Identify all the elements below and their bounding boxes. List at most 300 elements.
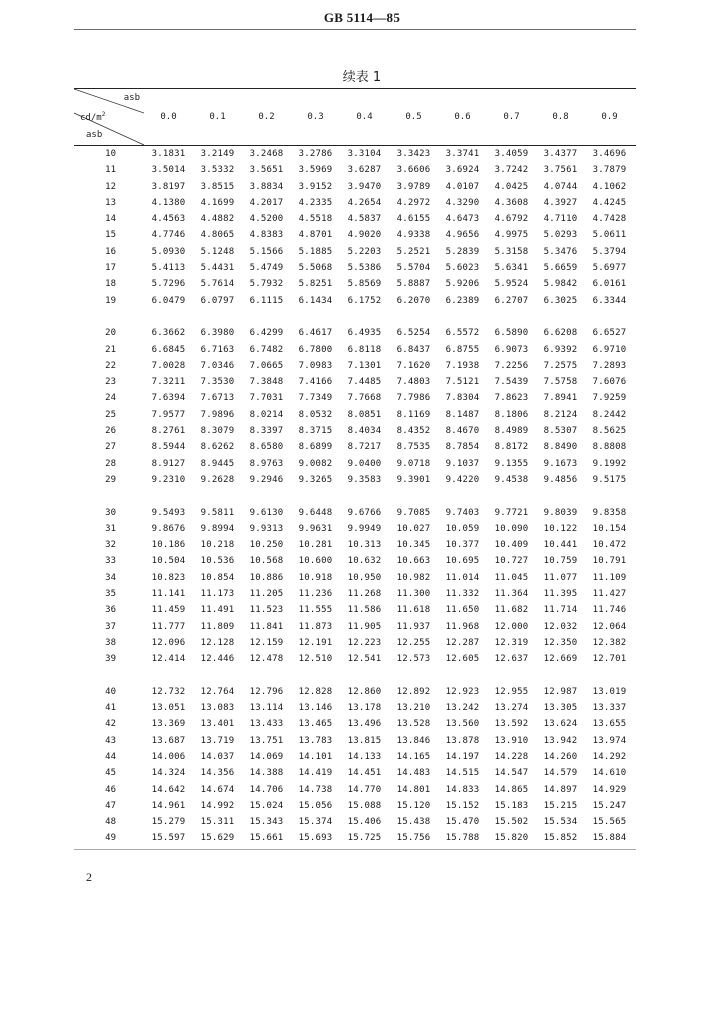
table-cell: 6.3025 [543, 295, 578, 306]
table-cell: 14.961 [151, 800, 186, 811]
table-cell: 15.152 [445, 800, 480, 811]
table-cell: 5.6977 [592, 263, 627, 274]
table-cell: 15.725 [347, 833, 382, 844]
table-cell: 13.433 [249, 719, 284, 730]
table-row [74, 782, 636, 798]
row-label: 11 [105, 165, 116, 176]
table-cell: 9.0400 [347, 458, 382, 469]
table-cell: 11.205 [249, 589, 284, 600]
table-cell: 11.714 [543, 605, 578, 616]
table-cell: 12.000 [494, 621, 529, 632]
table-cell: 12.541 [347, 654, 382, 665]
table-row [74, 325, 636, 341]
table-cell: 4.0107 [445, 181, 480, 192]
table-cell: 3.2468 [249, 149, 284, 159]
table-cell: 11.364 [494, 589, 529, 600]
table-cell: 4.9338 [396, 230, 431, 241]
column-header: 0.2 [258, 112, 275, 122]
group-spacer [74, 488, 636, 504]
row-label: 12 [105, 181, 116, 192]
table-cell: 14.547 [494, 768, 529, 779]
table-cell: 15.438 [396, 817, 431, 828]
table-cell: 10.377 [445, 540, 480, 551]
table-cell: 12.478 [249, 654, 284, 665]
table-cell: 4.1380 [151, 197, 186, 208]
table-cell: 3.4696 [592, 149, 627, 159]
table-cell: 8.7535 [396, 442, 431, 453]
table-cell: 7.1938 [445, 360, 480, 371]
table-cell: 15.884 [592, 833, 627, 844]
table-cell: 6.6208 [543, 328, 578, 339]
row-label: 23 [105, 377, 116, 388]
column-header: 0.6 [454, 112, 471, 122]
table-cell: 8.7854 [445, 442, 480, 453]
table-cell: 11.682 [494, 605, 529, 616]
table-cell: 4.2654 [347, 197, 382, 208]
table-cell: 9.3265 [298, 474, 333, 485]
row-label: 48 [105, 817, 116, 828]
table-cell: 14.642 [151, 784, 186, 795]
table-cell: 12.987 [543, 686, 578, 697]
table-cell: 12.032 [543, 621, 578, 632]
table-cell: 7.0028 [151, 360, 186, 371]
table-cell: 14.324 [151, 768, 186, 779]
table-cell: 9.9949 [347, 523, 382, 534]
table-cell: 13.051 [151, 703, 186, 714]
table-cell: 4.3608 [494, 197, 529, 208]
table-cell: 4.7746 [151, 230, 186, 241]
row-label: 40 [105, 686, 116, 697]
table-cell: 10.059 [445, 523, 480, 534]
table-cell: 7.7031 [249, 393, 284, 404]
table-cell: 8.5944 [151, 442, 186, 453]
table-cell: 5.9842 [543, 279, 578, 290]
table-cell: 12.064 [592, 621, 627, 632]
table-cell: 15.247 [592, 800, 627, 811]
table-cell: 7.6713 [200, 393, 235, 404]
table-cell: 6.3980 [200, 328, 235, 339]
table-cell: 8.3715 [298, 426, 333, 437]
corner-column-unit: asb [123, 93, 140, 103]
table-cell: 14.451 [347, 768, 382, 779]
table-cell: 7.4166 [298, 377, 333, 388]
table-cell: 4.5200 [249, 214, 284, 225]
table-cell: 8.8490 [543, 442, 578, 453]
column-header: 0.3 [307, 112, 324, 122]
row-label: 18 [105, 279, 116, 290]
table-cell: 14.706 [249, 784, 284, 795]
table-cell: 5.3158 [494, 246, 529, 257]
table-body [74, 146, 636, 847]
table-cell: 3.3104 [347, 149, 382, 159]
table-cell: 3.8197 [151, 181, 186, 192]
table-cell: 4.4882 [200, 214, 235, 225]
table-row [74, 374, 636, 390]
table-cell: 14.388 [249, 768, 284, 779]
table-cell: 8.0214 [249, 409, 284, 420]
table-cell: 6.4935 [347, 328, 382, 339]
table-cell: 13.210 [396, 703, 431, 714]
table-cell: 13.401 [200, 719, 235, 730]
table-cell: 14.865 [494, 784, 529, 795]
table-cell: 3.6287 [347, 165, 382, 176]
table-cell: 7.8304 [445, 393, 480, 404]
row-label: 32 [105, 540, 116, 551]
table-cell: 12.701 [592, 654, 627, 665]
table-cell: 14.674 [200, 784, 235, 795]
table-cell: 3.7561 [543, 165, 578, 176]
table-cell: 9.2946 [249, 474, 284, 485]
table-cell: 7.9896 [200, 409, 235, 420]
table-cell: 3.7242 [494, 165, 529, 176]
table-cell: 13.655 [592, 719, 627, 730]
table-cell: 15.820 [494, 833, 529, 844]
table-row [74, 619, 636, 635]
table-row [74, 749, 636, 765]
row-label: 28 [105, 458, 116, 469]
table-cell: 15.343 [249, 817, 284, 828]
row-label: 15 [105, 230, 116, 241]
table-cell: 5.5704 [396, 263, 431, 274]
table-cell: 11.777 [151, 621, 186, 632]
table-cell: 5.7932 [249, 279, 284, 290]
table-cell: 5.2839 [445, 246, 480, 257]
table-cell: 13.465 [298, 719, 333, 730]
table-cell: 15.502 [494, 817, 529, 828]
table-cell: 11.937 [396, 621, 431, 632]
row-label: 10 [105, 149, 116, 159]
table-cell: 10.345 [396, 540, 431, 551]
table-cell: 4.1062 [592, 181, 627, 192]
table-cell: 15.597 [151, 833, 186, 844]
column-header: 0.7 [503, 112, 520, 122]
table-cell: 5.2203 [347, 246, 382, 257]
table-cell: 10.441 [543, 540, 578, 551]
table-cell: 7.3530 [200, 377, 235, 388]
table-cell: 10.663 [396, 556, 431, 567]
table-row [74, 553, 636, 569]
table-cell: 10.504 [151, 556, 186, 567]
table-row [74, 570, 636, 586]
table-cell: 10.727 [494, 556, 529, 567]
table-cell: 11.873 [298, 621, 333, 632]
table-cell: 10.791 [592, 556, 627, 567]
table-cell: 12.191 [298, 637, 333, 648]
row-label: 30 [105, 507, 116, 518]
row-label: 39 [105, 654, 116, 665]
table-cell: 4.6155 [396, 214, 431, 225]
table-cell: 13.496 [347, 719, 382, 730]
table-row [74, 814, 636, 830]
group-spacer [74, 668, 636, 684]
table-row [74, 586, 636, 602]
row-label: 36 [105, 605, 116, 616]
table-cell: 10.950 [347, 572, 382, 583]
table-cell: 14.197 [445, 751, 480, 762]
row-label: 21 [105, 344, 116, 355]
column-header: 0.0 [160, 112, 177, 122]
table-cell: 5.7614 [200, 279, 235, 290]
table-cell: 6.2070 [396, 295, 431, 306]
table-cell: 11.905 [347, 621, 382, 632]
conversion-table [74, 88, 636, 850]
table-cell: 12.860 [347, 686, 382, 697]
table-cell: 7.9577 [151, 409, 186, 420]
table-cell: 5.6659 [543, 263, 578, 274]
table-cell: 3.3423 [396, 149, 431, 159]
table-cell: 9.5493 [151, 507, 186, 518]
table-cell: 9.1992 [592, 458, 627, 469]
table-cell: 6.1752 [347, 295, 382, 306]
table-cell: 14.992 [200, 800, 235, 811]
table-cell: 12.510 [298, 654, 333, 665]
table-cell: 11.809 [200, 621, 235, 632]
table-row [74, 293, 636, 309]
table-bottom-rule [74, 849, 636, 850]
corner-cell [74, 89, 144, 145]
table-cell: 15.693 [298, 833, 333, 844]
table-row [74, 342, 636, 358]
table-cell: 3.5969 [298, 165, 333, 176]
table-cell: 13.560 [445, 719, 480, 730]
table-cell: 3.1831 [151, 149, 186, 159]
table-cell: 8.9127 [151, 458, 186, 469]
table-cell: 9.8676 [151, 523, 186, 534]
table-cell: 14.165 [396, 751, 431, 762]
table-cell: 7.0665 [249, 360, 284, 371]
table-cell: 3.4377 [543, 149, 578, 159]
table-cell: 13.242 [445, 703, 480, 714]
table-cell: 4.7428 [592, 214, 627, 225]
table-cell: 8.6262 [200, 442, 235, 453]
table-cell: 12.892 [396, 686, 431, 697]
table-cell: 7.1301 [347, 360, 382, 371]
table-cell: 12.350 [543, 637, 578, 648]
table-row [74, 407, 636, 423]
table-cell: 14.738 [298, 784, 333, 795]
table-cell: 11.332 [445, 589, 480, 600]
table-cell: 6.0161 [592, 279, 627, 290]
table-cell: 6.3344 [592, 295, 627, 306]
table-cell: 8.5625 [592, 426, 627, 437]
table-cell: 8.2761 [151, 426, 186, 437]
table-cell: 4.6473 [445, 214, 480, 225]
table-cell: 6.3662 [151, 328, 186, 339]
table-cell: 3.2786 [298, 149, 333, 159]
table-cell: 12.128 [200, 637, 235, 648]
table-cell: 4.4245 [592, 197, 627, 208]
table-cell: 15.311 [200, 817, 235, 828]
table-cell: 6.2389 [445, 295, 480, 306]
row-label: 37 [105, 621, 116, 632]
table-cell: 14.133 [347, 751, 382, 762]
table-cell: 13.369 [151, 719, 186, 730]
table-cell: 14.356 [200, 768, 235, 779]
table-row [74, 227, 636, 243]
table-cell: 8.3397 [249, 426, 284, 437]
table-cell: 3.5014 [151, 165, 186, 176]
column-header: 0.8 [552, 112, 569, 122]
table-cell: 6.9710 [592, 344, 627, 355]
table-cell: 9.6130 [249, 507, 284, 518]
table-cell: 15.024 [249, 800, 284, 811]
table-cell: 9.8039 [543, 507, 578, 518]
table-cell: 6.5254 [396, 328, 431, 339]
table-cell: 11.618 [396, 605, 431, 616]
table-cell: 12.955 [494, 686, 529, 697]
table-cell: 15.661 [249, 833, 284, 844]
table-cell: 5.5386 [347, 263, 382, 274]
table-cell: 6.5572 [445, 328, 480, 339]
table-cell: 7.4803 [396, 377, 431, 388]
table-cell: 13.624 [543, 719, 578, 730]
table-cell: 13.878 [445, 735, 480, 746]
table-cell: 12.923 [445, 686, 480, 697]
table-cell: 10.313 [347, 540, 382, 551]
row-label: 25 [105, 409, 116, 420]
table-cell: 9.4856 [543, 474, 578, 485]
table-cell: 12.287 [445, 637, 480, 648]
column-header: 0.5 [405, 112, 422, 122]
table-cell: 9.3901 [396, 474, 431, 485]
table-cell: 6.4299 [249, 328, 284, 339]
table-cell: 10.600 [298, 556, 333, 567]
table-row [74, 537, 636, 553]
table-cell: 11.968 [445, 621, 480, 632]
table-cell: 5.4113 [151, 263, 186, 274]
table-cell: 10.154 [592, 523, 627, 534]
table-cell: 8.3079 [200, 426, 235, 437]
standard-number-header: GB 5114—85 [323, 10, 401, 25]
table-cell: 5.1566 [249, 246, 284, 257]
table-row [74, 733, 636, 749]
row-label: 33 [105, 556, 116, 567]
table-cell: 5.7296 [151, 279, 186, 290]
table-cell: 15.406 [347, 817, 382, 828]
table-cell: 5.8887 [396, 279, 431, 290]
table-cell: 9.7721 [494, 507, 529, 518]
table-cell: 7.7668 [347, 393, 382, 404]
table-cell: 13.815 [347, 735, 382, 746]
table-cell: 13.719 [200, 735, 235, 746]
table-cell: 9.8358 [592, 507, 627, 518]
column-header: 0.1 [209, 112, 226, 122]
table-cell: 10.281 [298, 540, 333, 551]
table-cell: 4.4563 [151, 214, 186, 225]
table-cell: 9.6448 [298, 507, 333, 518]
table-cell: 12.446 [200, 654, 235, 665]
table-cell: 8.6899 [298, 442, 333, 453]
table-cell: 8.7217 [347, 442, 382, 453]
unit-superscript: 2 [101, 111, 106, 118]
row-label: 24 [105, 393, 116, 404]
table-cell: 14.610 [592, 768, 627, 779]
table-cell: 10.186 [151, 540, 186, 551]
table-cell: 8.0532 [298, 409, 333, 420]
table-cell: 6.9073 [494, 344, 529, 355]
table-cell: 9.7403 [445, 507, 480, 518]
table-cell: 10.027 [396, 523, 431, 534]
table-cell: 9.5175 [592, 474, 627, 485]
table-cell: 12.732 [151, 686, 186, 697]
table-cell: 14.069 [249, 751, 284, 762]
table-cell: 13.528 [396, 719, 431, 730]
table-cell: 14.260 [543, 751, 578, 762]
table-cell: 7.5439 [494, 377, 529, 388]
table-cell: 13.846 [396, 735, 431, 746]
table-cell: 9.9631 [298, 523, 333, 534]
table-cell: 4.3927 [543, 197, 578, 208]
table-cell: 8.4034 [347, 426, 382, 437]
table-cell: 8.9763 [249, 458, 284, 469]
table-cell: 5.9524 [494, 279, 529, 290]
table-cell: 4.9020 [347, 230, 382, 241]
table-cell: 9.1037 [445, 458, 480, 469]
table-cell: 4.0744 [543, 181, 578, 192]
table-row [74, 830, 636, 846]
table-cell: 6.8437 [396, 344, 431, 355]
table-cell: 8.2442 [592, 409, 627, 420]
table-cell: 8.4989 [494, 426, 529, 437]
table-cell: 8.8808 [592, 442, 627, 453]
table-row [74, 456, 636, 472]
row-label: 22 [105, 360, 116, 371]
row-label: 47 [105, 800, 116, 811]
table-cell: 3.7879 [592, 165, 627, 176]
table-cell: 11.395 [543, 589, 578, 600]
table-cell: 3.4059 [494, 149, 529, 159]
table-cell: 10.409 [494, 540, 529, 551]
table-cell: 6.1434 [298, 295, 333, 306]
table-cell: 10.218 [200, 540, 235, 551]
column-header: 0.9 [601, 112, 618, 122]
table-cell: 14.228 [494, 751, 529, 762]
table-cell: 6.4617 [298, 328, 333, 339]
table-row [74, 439, 636, 455]
table-cell: 11.268 [347, 589, 382, 600]
row-label: 35 [105, 589, 116, 600]
table-header [74, 88, 636, 146]
table-cell: 3.9789 [396, 181, 431, 192]
table-cell: 11.491 [200, 605, 235, 616]
table-cell: 14.006 [151, 751, 186, 762]
table-cell: 6.7163 [200, 344, 235, 355]
table-cell: 7.7986 [396, 393, 431, 404]
row-label: 31 [105, 523, 116, 534]
table-cell: 10.918 [298, 572, 333, 583]
column-header: 0.4 [356, 112, 373, 122]
table-cell: 13.687 [151, 735, 186, 746]
table-cell: 7.0346 [200, 360, 235, 371]
table-cell: 3.5332 [200, 165, 235, 176]
table-cell: 7.2575 [543, 360, 578, 371]
table-cell: 10.090 [494, 523, 529, 534]
table-cell: 6.0797 [200, 295, 235, 306]
table-cell: 14.515 [445, 768, 480, 779]
table-cell: 5.0293 [543, 230, 578, 241]
header-rule [74, 29, 636, 30]
table-row [74, 505, 636, 521]
table-cell: 5.4431 [200, 263, 235, 274]
table-cell: 13.305 [543, 703, 578, 714]
table-row [74, 602, 636, 618]
table-cell: 7.7349 [298, 393, 333, 404]
row-label: 46 [105, 784, 116, 795]
table-cell: 7.3211 [151, 377, 186, 388]
row-label: 17 [105, 263, 116, 274]
table-row [74, 651, 636, 667]
table-cell: 15.852 [543, 833, 578, 844]
